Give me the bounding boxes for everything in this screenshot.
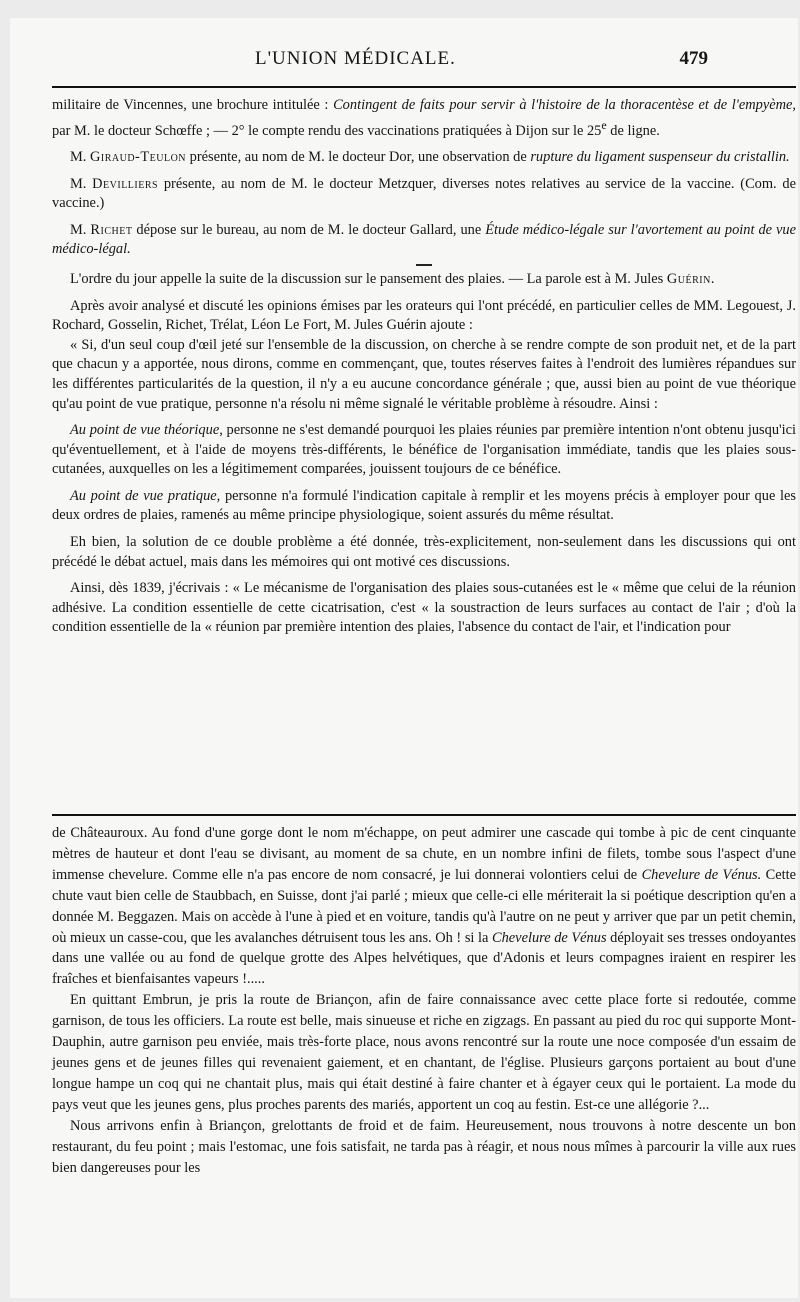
running-header	[10, 48, 798, 82]
paragraph-1839: Ainsi, dès 1839, j'écrivais : « Le mécanisme de l'organisation des plaies sous-cutanées est le « même que celui de la réunion adhésive. La condition essentielle de cette cicatrisation, c'est « la soustraction de leurs surfaces au contact de l'air ; d'où la condition essentielle de la « réunion par première intention des plaies, l'absence du contact de l'air, et l'indication pour	[52, 580, 796, 636]
feuilleton-rule	[52, 814, 796, 816]
paragraph-devilliers: M. Devilliers présente, au nom de M. le docteur Metzquer, diverses notes relatives au service de la vaccine. (Com. de vaccine.)	[52, 175, 796, 212]
paragraph-brochure: militaire de Vincennes, une brochure intitulée : Contingent de faits pour servir à l'histoire de la thoracentèse et de l'empyème, par M. le docteur Schœffe ; — 2° le compte rendu des vaccinations pratiquées à Dijon sur le 25e de ligne.	[52, 97, 796, 139]
section-separator	[416, 264, 432, 266]
paragraph-chateauroux: de Châteauroux. Au fond d'une gorge dont le nom m'échappe, on peut admirer une cascade qui tombe à pic de cent cinquante mètres de hauteur et dont l'eau se divisant, au moment de sa chute, en un nombre infini de filets, tombe sous l'aspect d'une immense chevelure. Comme elle n'a pas encore de nom consacré, je lui donnerai volontiers celui de Chevelure de Vénus. Cette chute vaut bien celle de Staubbach, en Suisse, dont j'ai parlé ; mieux que celle-ci elle mériterait la si poétique description qu'en a donnée M. Beggazen. Mais on accède à l'une à pied et en voiture, tandis qu'à l'autre on ne peut y arriver que par un petit chemin, où mieux un casse-cou, que les avalanches détruisent tous les ans. Oh ! si la Chevelure de Vénus déployait ses tresses ondoyantes dans une vallée ou au fond de quelque grotte des Alpes helvétiques, que d'Adonis et leurs compagnes iraient en respirer les fraîches et bienfaisantes vapeurs !.....	[52, 825, 797, 988]
paragraph-ordre-du-jour: L'ordre du jour appelle la suite de la discussion sur le pansement des plaies. — La parole est à M. Jules Guérin.	[70, 270, 715, 287]
paragraph-point-theorique: Au point de vue théorique, personne ne s'est demandé pourquoi les plaies réunies par première intention n'ont obtenu jusqu'ici qu'éventuellement, et à l'aide de moyens très-différents, le bénéfice de l'organisation immédiate, tandis que les plaies sous-cutanées, auxquelles on les a légitimement comparées, jouissent toujours de ce bénéfice.	[52, 422, 796, 478]
paragraph-solution: Eh bien, la solution de ce double problème a été donnée, très-explicitement, non-seulement dans les discussions qui ont précédé le débat actuel, mais dans les mémoires qui ont motivé ces discussions.	[52, 534, 796, 570]
journal-title: L'UNION MÉDICALE.	[255, 48, 456, 69]
document-page	[10, 18, 798, 1298]
paragraph-richet: M. Richet dépose sur le bureau, au nom de M. le docteur Gallard, une Étude médico-légale sur l'avortement au point de vue médico-légal.	[52, 221, 796, 258]
paragraph-point-pratique: Au point de vue pratique, personne n'a formulé l'indication capitale à remplir et les moyens précis à employer pour que les deux ordres de plaies, ramenés au même principe physiologique, soient assurés du même résultat.	[52, 487, 797, 524]
paragraph-quote-intro: « Si, d'un seul coup d'œil jeté sur l'ensemble de la discussion, on cherche à se rendre compte de son produit net, et de la part que chacun y a apportée, nous dirons, comme en commençant, que, toutes réserves faites à l'endroit des lumières répandues sur les différentes particularités de la question, il n'y a eu aucune concordance générale ; que, aussi bien au point de vue théorique qu'au point de vue pratique, personne n'a résolu ni même signalé le véritable problème à résoudre. Ainsi :	[52, 336, 796, 412]
main-column	[52, 96, 796, 638]
paragraph-analyse: Après avoir analysé et discuté les opinions émises par les orateurs qui l'ont précédé, en particulier celles de MM. Legouest, J. Rochard, Gosselin, Richet, Trélat, Léon Le Fort, M. Jules Guérin ajoute :	[52, 297, 796, 334]
paragraph-giraud-teulon: M. Giraud-Teulon présente, au nom de M. le docteur Dor, une observation de rupture du ligament suspenseur du cristallin.	[70, 148, 790, 165]
feuilleton-column	[52, 823, 796, 1178]
header-rule	[52, 86, 796, 88]
paragraph-briancon: Nous arrivons enfin à Briançon, grelottants de froid et de faim. Heureusement, nous trouvons à notre descente un bon restaurant, du feu point ; mais l'estomac, une fois satisfait, ne tarda pas à réagir, et nous nous mîmes à parcourir la ville aux rues bien dangereuses pour les	[52, 1117, 796, 1176]
paragraph-embrun: En quittant Embrun, je pris la route de Briançon, afin de faire connaissance avec cette place forte si redoutée, comme garnison, de tous les officiers. La route est belle, mais sinueuse et riche en zigzags. En passant au pied du roc qui supporte Mont-Dauphin, autre garnison peu enviée, mais très-forte place, nous avons rencontré sur la route une noce composée d'un essaim de jeunes gens et de jeunes filles qui revenaient gaiement, et en chantant, de l'église. Plusieurs garçons portaient au bout d'une longue hampe un coq qui ne chantait plus, mais qui était destiné à faire chanter et à égayer ceux qui le portaient. La mode du pays veut que les jeunes gens, plus proches parents des mariés, apportent un coq au festin. Est-ce une allégorie ?...	[52, 992, 796, 1113]
page-number: 479	[679, 48, 708, 69]
